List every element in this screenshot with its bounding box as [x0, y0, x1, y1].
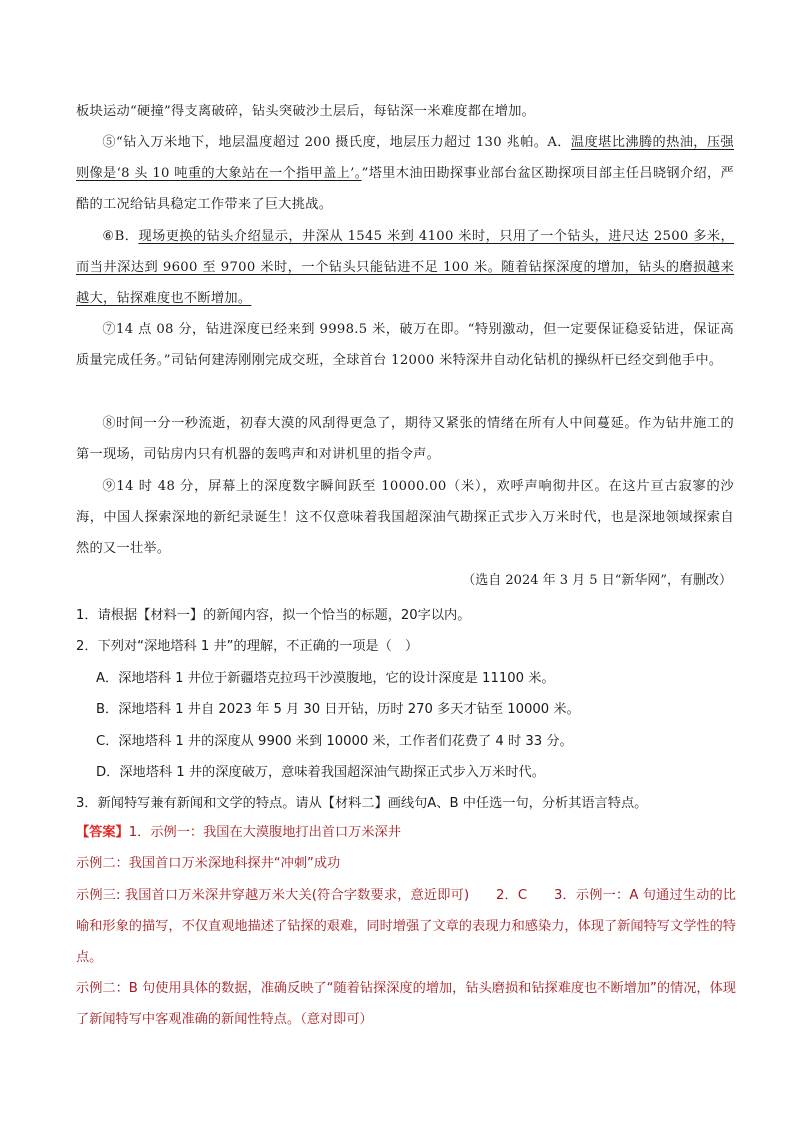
- question-2-option-b: B．深地塔科 1 井自 2023 年 5 月 30 日开钻，历时 270 多天才钻至 10000 米。: [96, 702, 580, 717]
- answer-line-2: [76, 848, 736, 879]
- sentence-a-underlined: 温度堪比沸腾的热油，压强则像是‘8 头 10 吨重的大象站在一个指甲盖上’。: [76, 135, 734, 181]
- paragraph-6-pre: ⑥B．: [102, 229, 139, 244]
- sentence-b-underlined: 现场更换的钻头介绍显示，井深从 1545 米到 4100 米时，只用了一个钻头，进尺达 2500 多米，而当井深达到 9600 至 9700 米时，一个钻头只能钻进不足 100 米。随着钻探深度的增加，钻头的磨损越来越大，钻探难度也不断增加。: [76, 229, 734, 306]
- question-2: 2．下列对“深地塔科 1 井”的理解，不正确的一项是（ ）: [76, 639, 419, 654]
- question-2-option-a: A．深地塔科 1 井位于新疆塔克拉玛干沙漠腹地，它的设计深度是 11100 米。: [96, 671, 555, 686]
- answer-1-example-3-and-2-3: 示例三: 我国首口万米深井穿越万米大关(符合字数要求，意近即可) 2．C 3．示例一：A 句通过生动的比喻和形象的描写，不仅直观地描述了钻探的艰难，同时增强了文章的表现力和感染力，体现了新闻特写文学性的特点。: [76, 888, 736, 965]
- answer-1-example-2: 示例二：我国首口万米深地科探井“冲刺”成功: [76, 856, 341, 871]
- paragraph-5-post: ”塔里木油田勘探事业部台盆区勘探项目部主任吕晓钢介绍，严酷的工况给钻具稳定工作带来了巨大挑战。: [76, 166, 734, 212]
- paragraph-9-text: ⑨14 时 48 分，屏幕上的深度数字瞬间跃至 10000.00（米），欢呼声响彻井区。在这片亘古寂寥的沙海，中国人探索深地的新纪录诞生！这不仅意味着我国超深油气勘探正式步入万米时代，也是深地领域探索自然的又一壮举。: [76, 479, 734, 556]
- paragraph-5-pre: ⑤“钻入万米地下，地层温度超过 200 摄氏度，地层压力超过 130 兆帕。A．: [102, 135, 571, 150]
- paragraph-top-text: 板块运动“硬撞”得支离破碎，钻头突破沙土层后，每钻深一米难度都在增加。: [76, 104, 536, 119]
- answer-1-example-1: 1．示例一：我国在大漠腹地打出首口万米深井: [128, 825, 401, 840]
- paragraph-5: [76, 127, 734, 220]
- answer-3-example-2: 示例二：B 句使用具体的数据，准确反映了“随着钻探深度的增加，钻头磨损和钻探难度也不断增加”的情况，体现了新闻特写中客观准确的新闻性特点。（意对即可）: [76, 981, 736, 1027]
- question-2-option-c: C．深地塔科 1 井的深度从 9900 米到 10000 米，工作者们花费了 4 时 33 分。: [96, 734, 573, 749]
- paragraph-7: [76, 314, 734, 376]
- answer-line-3: [76, 880, 736, 973]
- article-source: （选自 2024 年 3 月 5 日“新华网”，有删改）: [462, 573, 732, 588]
- paragraph-7-text: ⑦14 点 08 分，钻进深度已经来到 9998.5 米，破万在即。“特别激动，但一定要保证稳妥钻进，保证高质量完成任务。”司钻何建涛刚刚完成交班，全球首台 12000 米特深井自动化钻机的操纵杆已经交到他手中。: [76, 322, 734, 368]
- answer-line-1: [76, 817, 736, 848]
- question-2-option-d: D．深地塔科 1 井的深度破万，意味着我国超深油气勘探正式步入万米时代。: [96, 765, 545, 780]
- answer-line-4: [76, 973, 736, 1035]
- paragraph-8-text: ⑧时间一分一秒流逝，初春大漠的风刮得更急了，期待又紧张的情绪在所有人中间蔓延。作为钻井施工的第一现场，司钻房内只有机器的轰鸣声和对讲机里的指令声。: [76, 416, 734, 462]
- answer-tag: 【答案】: [76, 825, 129, 840]
- paragraph-top: [76, 96, 734, 127]
- paragraph-8: [76, 408, 734, 470]
- question-3: 3．新闻特写兼有新闻和文学的特点。请从【材料二】画线句A、B 中任选一句，分析其语言特点。: [76, 796, 648, 811]
- paragraph-6: [76, 221, 734, 314]
- paragraph-9: [76, 471, 734, 564]
- question-1: 1．请根据【材料一】的新闻内容，拟一个恰当的标题，20字以内。: [76, 608, 471, 623]
